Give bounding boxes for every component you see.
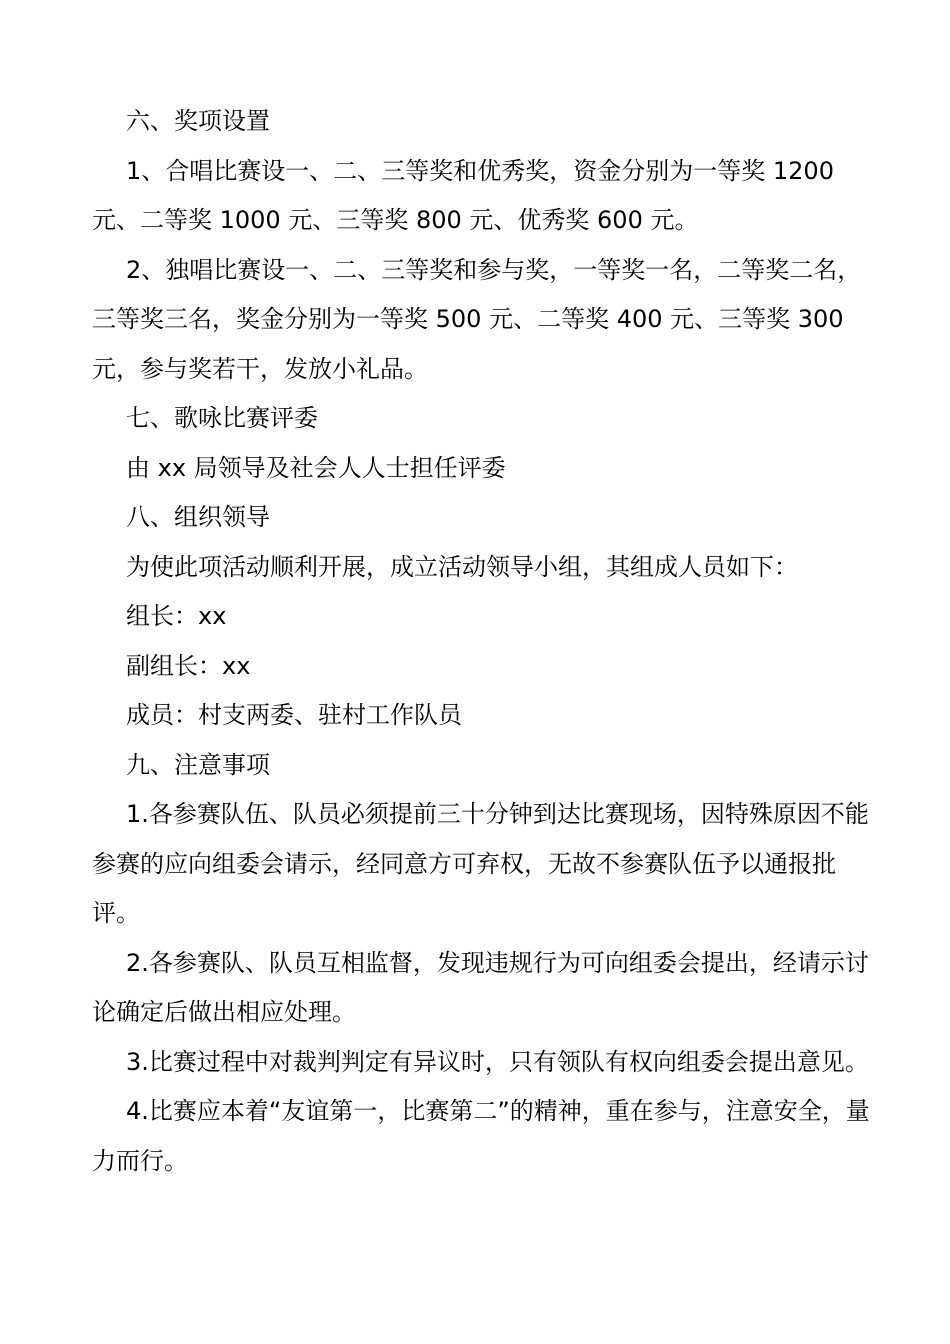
document-page xyxy=(92,97,872,1186)
paragraph-note-1: 1.各参赛队伍、队员必须提前三十分钟到达比赛现场，因特殊原因不能参赛的应向组委会请示，经同意方可弃权，无故不参赛队伍予以通报批评。 xyxy=(92,800,869,927)
paragraph-leadership-intro: 为使此项活动顺利开展，成立活动领导小组，其组成人员如下： xyxy=(126,552,798,581)
paragraph-note-2: 2.各参赛队、队员互相监督，发现违规行为可向组委会提出，经请示讨论确定后做出相应处理。 xyxy=(92,948,869,1026)
section-heading-notes: 九、注意事项 xyxy=(126,750,270,779)
paragraph-solo-awards: 2、独唱比赛设一、二、三等奖和参与奖，一等奖一名，二等奖二名，三等奖三名，奖金分别为一等奖 500 元、二等奖 400 元、三等奖 300 元，参与奖若干，发放小礼品。 xyxy=(92,255,862,383)
paragraph-chorus-awards: 1、合唱比赛设一、二、三等奖和优秀奖，资金分别为一等奖 1200 元、二等奖 1000 元、三等奖 800 元、优秀奖 600 元。 xyxy=(92,156,834,234)
paragraph-team-leader: 组长：xx xyxy=(126,602,227,630)
section-heading-leadership: 八、组织领导 xyxy=(126,503,270,531)
paragraph-note-4: 4.比赛应本着“友谊第一，比赛第二”的精神，重在参与，注意安全，量力而行。 xyxy=(92,1097,870,1175)
paragraph-deputy-leader: 副组长：xx xyxy=(126,651,251,680)
section-heading-judges: 七、歌咏比赛评委 xyxy=(126,404,318,432)
paragraph-judges: 由 xx 局领导及社会人人士担任评委 xyxy=(126,453,506,482)
paragraph-note-3: 3.比赛过程中对裁判判定有异议时，只有领队有权向组委会提出意见。 xyxy=(126,1047,869,1076)
section-heading-awards: 六、奖项设置 xyxy=(126,107,270,135)
paragraph-members: 成员：村支两委、驻村工作队员 xyxy=(126,701,462,729)
